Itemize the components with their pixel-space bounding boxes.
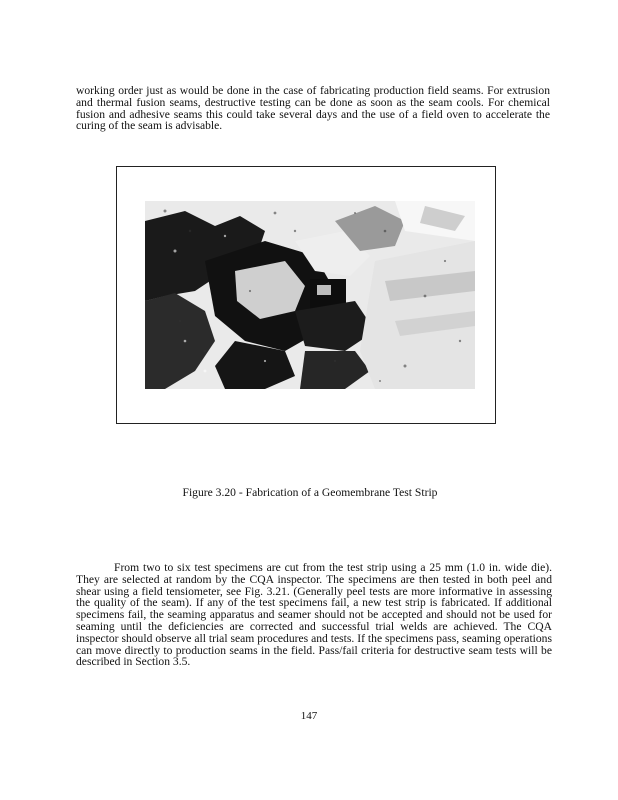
geomembrane-test-strip-photo [145, 201, 475, 389]
figure-caption: Figure 3.20 - Fabrication of a Geomembrane Test Strip [182, 486, 438, 499]
page-number: 147 [300, 710, 318, 722]
body-paragraph: From two to six test specimens are cut from the test strip using a 25 mm (1.0 in. wide die). They are selected at random by the CQA inspector. The specimens are then tested in both peel and shear using a field tensiometer, see Fig. 3.21. (Generally peel tests are more informative in assessing the quality of the seam). If any of the test specimens fail, a new test strip is fabricated. If additional specimens fail, the seaming apparatus and seamer should not be accepted and should not be used for seaming until the deficiencies are corrected and successful trial welds are achieved. The CQA inspector should observe all trial seam procedures and tests. If the specimens pass, seaming operations can move directly to production seams in the field. Pass/fail criteria for destructive seam tests will be described in Section 3.5. [76, 561, 552, 669]
figure-frame [116, 166, 496, 424]
top-paragraph: working order just as would be done in the case of fabricating production field seams. For extrusion and thermal fusion seams, destructive testing can be done as soon as the seam cools. For chemical fusion and adhesive seams this could take several days and the use of a field oven to accelerate the curing of the seam is advisable. [76, 84, 550, 133]
